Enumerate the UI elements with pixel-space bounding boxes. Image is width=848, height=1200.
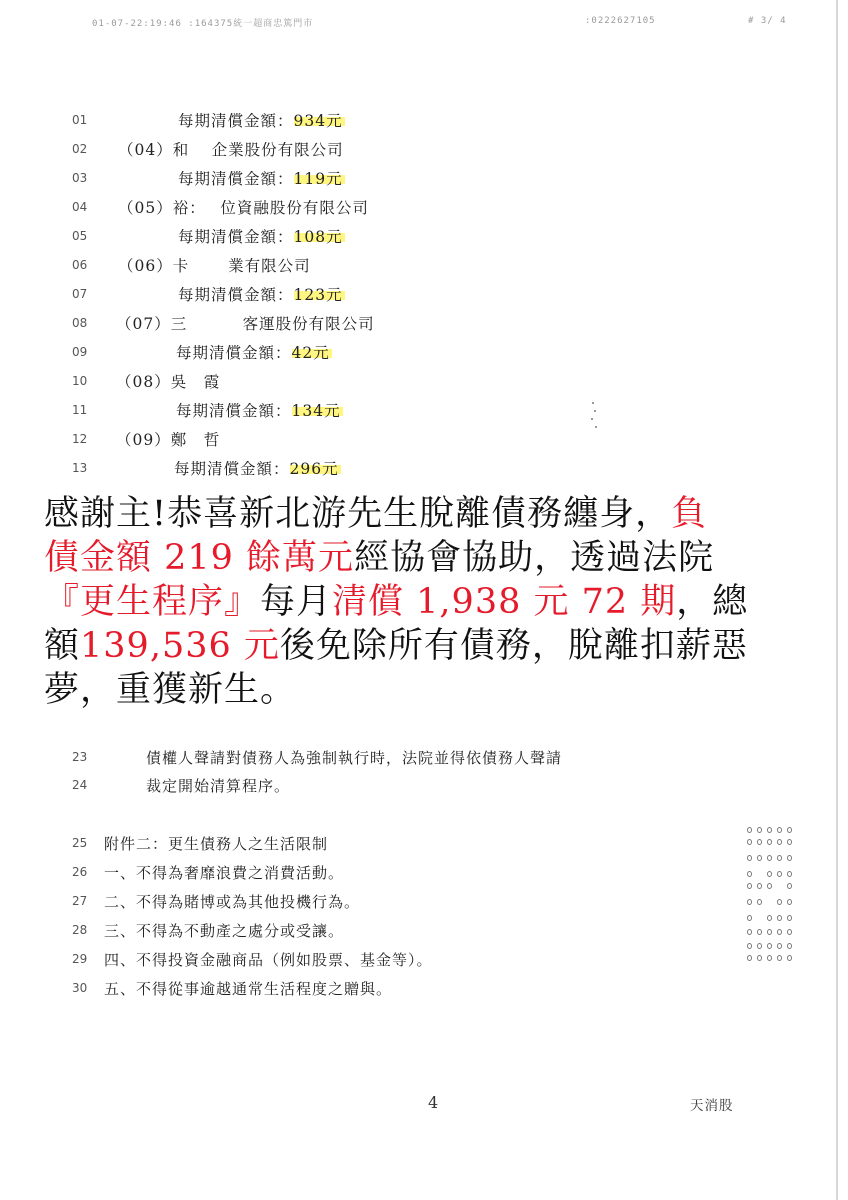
line-number: 05: [72, 229, 88, 243]
overlay-emphasis: 負: [671, 494, 708, 534]
fax-header-left: 01-07-22:19:46 :164375統一超商忠篤門市: [92, 19, 314, 29]
perforation-dot: [767, 883, 772, 889]
perforation-dot: [757, 827, 762, 833]
perforation-dot: [757, 899, 762, 905]
line-23: [0, 746, 700, 770]
fax-header-number: :0222627105: [585, 16, 656, 26]
creditor-name: 吳 霞: [170, 373, 221, 391]
amount-highlight: 119元: [293, 170, 343, 188]
line-text: 一、不得為奢靡浪費之消費活動。: [104, 864, 345, 882]
perforation-dot: [777, 839, 782, 845]
line-number: 30: [72, 981, 88, 995]
creditor-name: 裕： 位資融股份有限公司: [172, 199, 369, 217]
overlay-line-1: [44, 492, 818, 536]
amount-highlight: 123元: [293, 286, 343, 304]
creditor-name: 三 客運股份有限公司: [170, 315, 375, 333]
line-09: [0, 341, 700, 365]
line-number: 04: [72, 200, 88, 214]
overlay-line-2: [44, 536, 818, 580]
overlay-emphasis: 『更生程序』: [44, 582, 261, 622]
perforation-dot: [787, 929, 792, 935]
creditor-index: （08）: [116, 373, 171, 391]
perforation-dot: [757, 955, 762, 961]
perforation-dot: [757, 839, 762, 845]
page-number: 4: [428, 1093, 439, 1112]
perforation-dot: [747, 915, 752, 921]
line-text: 每期清償金額：: [176, 344, 292, 362]
line-05: [0, 225, 700, 249]
line-text: 每期清償金額：: [174, 460, 290, 478]
amount-highlight: 296元: [289, 460, 339, 478]
line-text: 每期清償金額：: [176, 402, 292, 420]
creditor-index: （06）: [118, 257, 173, 275]
overlay-line-5: [44, 668, 818, 712]
perforation-dot: [757, 883, 762, 889]
amount-highlight: 42元: [291, 344, 330, 362]
attachment-heading: 附件二：更生債務人之生活限制: [104, 835, 329, 853]
office-stamp: 天消股: [690, 1098, 734, 1114]
perforation-dot: [767, 915, 772, 921]
line-25: [0, 832, 700, 856]
line-29: [0, 948, 700, 972]
perforation-dot: [767, 955, 772, 961]
overlay-text: 感謝主!恭喜新北游先生脫離債務纏身，: [44, 494, 672, 534]
line-number: 09: [72, 345, 88, 359]
perforation-dot: [757, 855, 762, 861]
overlay-text: 夢，重獲新生。: [44, 670, 297, 710]
perforation-dot: [747, 839, 752, 845]
line-number: 07: [72, 287, 88, 301]
line-08: [0, 312, 700, 336]
line-24: [0, 774, 700, 798]
line-07: [0, 283, 700, 307]
perforation-dot: [767, 929, 772, 935]
line-text: 二、不得為賭博或為其他投機行為。: [104, 893, 361, 911]
perforation-dot: [767, 827, 772, 833]
perforation-dot: [787, 915, 792, 921]
overlay-emphasis: 清償 1,938 元 72 期: [332, 582, 677, 622]
perforation-dot: [767, 943, 772, 949]
line-10: [0, 370, 700, 394]
line-28: [0, 919, 700, 943]
creditor-index: （07）: [116, 315, 171, 333]
overlay-text: 後免除所有債務，脫離扣薪惡: [279, 626, 748, 666]
line-01: [0, 109, 700, 133]
overlay-emphasis: 債金額 219 餘萬元: [44, 538, 355, 578]
line-06: [0, 254, 700, 278]
perforation-dot: [787, 855, 792, 861]
perforation-dot: [777, 899, 782, 905]
line-number: 23: [72, 750, 88, 764]
amount-highlight: 108元: [293, 228, 343, 246]
line-30: [0, 977, 700, 1001]
line-text: 四、不得投資金融商品（例如股票、基金等）。: [104, 951, 433, 969]
line-number: 27: [72, 894, 88, 908]
perforation-dot: [747, 929, 752, 935]
overlay-text: 經協會協助，透過法院: [354, 538, 715, 578]
line-text: 五、不得從事逾越通常生活程度之贈與。: [104, 980, 393, 998]
scan-specks: [590, 400, 598, 440]
line-number: 10: [72, 374, 88, 388]
perforation-dot: [747, 943, 752, 949]
line-number: 25: [72, 836, 88, 850]
creditor-index: （04）: [118, 141, 173, 159]
testimonial-overlay: [38, 488, 818, 742]
perforation-dot: [777, 929, 782, 935]
overlay-text: 每月: [260, 582, 333, 622]
perforation-dot: [787, 955, 792, 961]
perforation-dot: [747, 827, 752, 833]
overlay-emphasis: 139,536 元: [80, 626, 280, 666]
perforation-dot: [767, 855, 772, 861]
creditor-name: 卡 業有限公司: [172, 257, 311, 275]
perforation-dot: [747, 871, 752, 877]
perforation-dot: [777, 915, 782, 921]
line-number: 28: [72, 923, 88, 937]
line-number: 24: [72, 778, 88, 792]
overlay-line-4: [44, 624, 818, 668]
amount-highlight: 934元: [293, 112, 343, 130]
line-26: [0, 861, 700, 885]
line-text: 債權人聲請對債務人為強制執行時，法院並得依債務人聲請: [146, 749, 563, 767]
line-number: 08: [72, 316, 88, 330]
line-27: [0, 890, 700, 914]
line-number: 11: [72, 403, 88, 417]
amount-highlight: 134元: [291, 402, 341, 420]
perforation-dot: [777, 871, 782, 877]
fax-page-count: # 3/ 4: [748, 16, 787, 26]
perforation-dot: [747, 883, 752, 889]
perforation-dot: [767, 839, 772, 845]
overlay-text: 額: [44, 626, 81, 666]
line-text: 裁定開始清算程序。: [146, 777, 291, 795]
line-number: 13: [72, 461, 88, 475]
perforation-dot: [777, 827, 782, 833]
perforation-dot: [787, 827, 792, 833]
perforation-dot: [787, 943, 792, 949]
creditor-name: 和 企業股份有限公司: [172, 141, 344, 159]
perforation-dot: [787, 899, 792, 905]
line-02: [0, 138, 700, 162]
line-number: 01: [72, 113, 88, 127]
perforation-dots: [745, 825, 805, 965]
perforation-dot: [757, 943, 762, 949]
overlay-line-3: [44, 580, 818, 624]
perforation-dot: [747, 899, 752, 905]
line-03: [0, 167, 700, 191]
perforation-dot: [777, 855, 782, 861]
perforation-dot: [777, 943, 782, 949]
creditor-index: （09）: [116, 431, 171, 449]
creditor-index: （05）: [118, 199, 173, 217]
line-text: 每期清償金額：: [178, 112, 294, 130]
line-text: 三、不得為不動產之處分或受讓。: [104, 922, 345, 940]
line-number: 12: [72, 432, 88, 446]
perforation-dot: [787, 871, 792, 877]
perforation-dot: [787, 839, 792, 845]
line-text: 每期清償金額：: [178, 286, 294, 304]
line-number: 29: [72, 952, 88, 966]
perforation-dot: [777, 955, 782, 961]
line-13: [0, 457, 700, 481]
overlay-text: ，總: [676, 582, 749, 622]
line-text: 每期清償金額：: [178, 228, 294, 246]
line-04: [0, 196, 700, 220]
perforation-dot: [747, 955, 752, 961]
perforation-dot: [757, 929, 762, 935]
line-number: 03: [72, 171, 88, 185]
line-number: 02: [72, 142, 88, 156]
perforation-dot: [747, 855, 752, 861]
line-number: 26: [72, 865, 88, 879]
perforation-dot: [767, 871, 772, 877]
perforation-dot: [787, 883, 792, 889]
line-text: 每期清償金額：: [178, 170, 294, 188]
line-number: 06: [72, 258, 88, 272]
creditor-name: 鄭 哲: [170, 431, 221, 449]
page-edge-line: [836, 0, 838, 1200]
